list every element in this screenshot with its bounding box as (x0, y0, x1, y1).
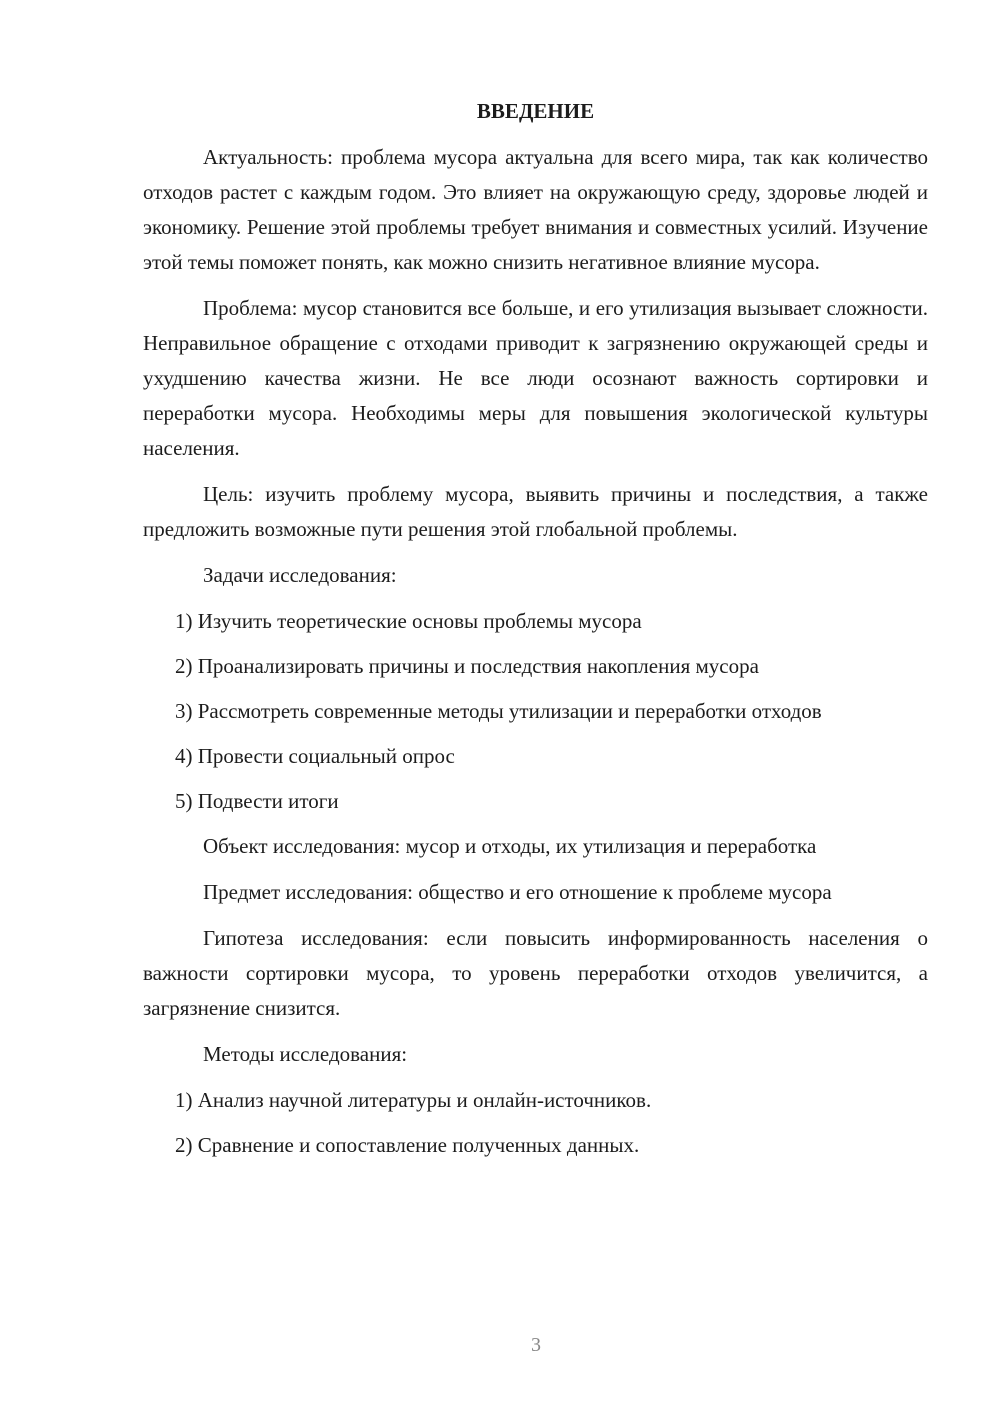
relevance-paragraph: Актуальность: проблема мусора актуальна для всего мира, так как количество отходов растет с каждым годом. Это влияет на окружающую среду, здоровье людей и экономику. Решение этой проблемы требует внимания и совместных усилий. Изучение этой темы поможет понять, как можно снизить негативное влияние мусора. (143, 145, 928, 274)
method-item: 1) Анализ научной литературы и онлайн-источников. (175, 1088, 652, 1112)
section-title: ВВЕДЕНИЕ (476, 99, 595, 123)
task-item: 5) Подвести итоги (175, 789, 339, 813)
methods-heading: Методы исследования: (203, 1042, 408, 1066)
task-item: 4) Провести социальный опрос (175, 744, 455, 768)
hypothesis-paragraph: Гипотеза исследования: если повысить информированность населения о важности сортировки мусора, то уровень переработки отходов увеличится, а загрязнение снизится. (143, 926, 928, 1020)
document-page (143, 96, 928, 1173)
tasks-list (143, 604, 928, 819)
task-item: 1) Изучить теоретические основы проблемы мусора (175, 609, 642, 633)
methods-list (143, 1083, 928, 1163)
problem-paragraph: Проблема: мусор становится все больше, и его утилизация вызывает сложности. Неправильное обращение с отходами приводит к загрязнению окружающей среды и ухудшению качества жизни. Не все люди осознают важность сортировки и переработки мусора. Необходимы меры для повышения экологической культуры населения. (143, 296, 928, 460)
subject-paragraph: Предмет исследования: общество и его отношение к проблеме мусора (203, 880, 832, 904)
method-item: 2) Сравнение и сопоставление полученных данных. (175, 1133, 640, 1157)
object-paragraph: Объект исследования: мусор и отходы, их утилизация и переработка (203, 834, 817, 858)
task-item: 3) Рассмотреть современные методы утилизации и переработки отходов (175, 699, 822, 723)
page-number: 3 (531, 1334, 541, 1356)
goal-paragraph: Цель: изучить проблему мусора, выявить причины и последствия, а также предложить возможные пути решения этой глобальной проблемы. (143, 482, 928, 541)
tasks-heading: Задачи исследования: (203, 563, 397, 587)
task-item: 2) Проанализировать причины и последствия накопления мусора (175, 654, 759, 678)
